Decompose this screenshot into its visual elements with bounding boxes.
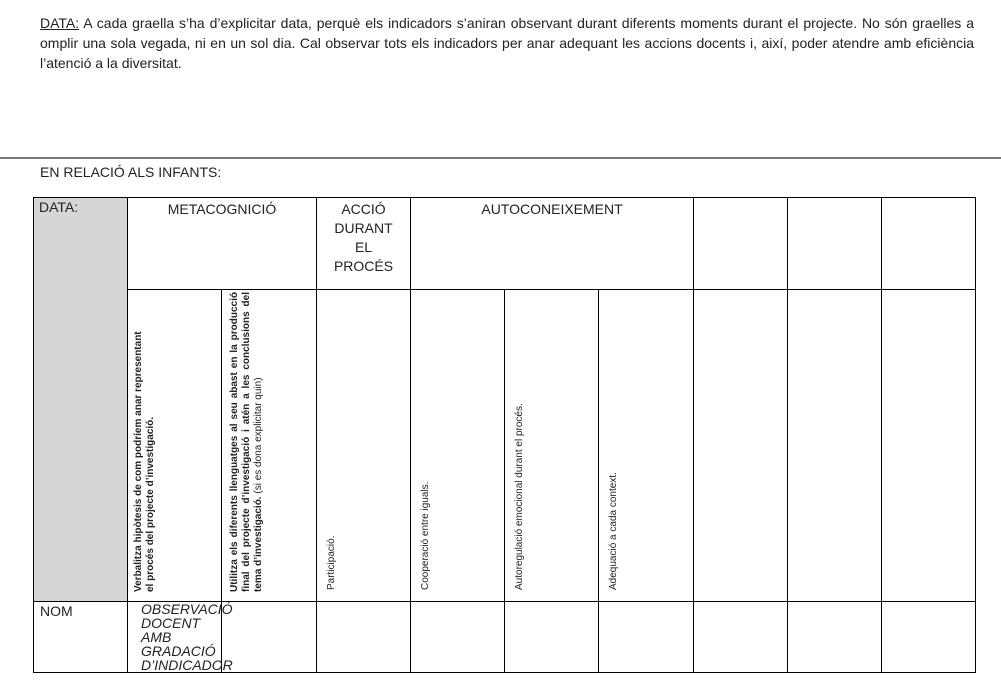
empty-name-cell[interactable] xyxy=(222,602,317,673)
data-label: DATA: xyxy=(39,199,79,215)
header-metacognicio: METACOGNICIÓ xyxy=(128,198,317,290)
empty-name-cell[interactable] xyxy=(788,602,882,673)
indicator-verbalitza: Verbalitza hipòtesis de com podríem anar representant el procés del projecte d’investigació. xyxy=(133,331,156,592)
empty-name-cell[interactable] xyxy=(882,602,976,673)
indicator-participacio: Participació. xyxy=(326,535,338,590)
observacio-note: OBSERVACIÓ DOCENT AMB GRADACIÓ D’INDICADOR xyxy=(128,602,222,673)
observation-grid xyxy=(33,197,976,673)
empty-name-cell[interactable] xyxy=(317,602,411,673)
indicator-cooperacio: Cooperació entre iguals. xyxy=(420,481,432,590)
indicator-verbalitza-cell xyxy=(128,290,222,602)
indicator-utilitza-note: (si es dona explicitar quin) xyxy=(253,377,264,497)
indicator-autoregulacio: Autoregulació emocional durant el procés. xyxy=(514,403,526,590)
empty-header-cell[interactable] xyxy=(694,198,788,290)
indicator-adequacio-cell xyxy=(599,290,694,602)
empty-name-cell[interactable] xyxy=(599,602,694,673)
header-accio: ACCIÓ DURANT EL PROCÉS xyxy=(317,198,411,290)
data-label-cell xyxy=(34,198,128,602)
empty-name-cell[interactable] xyxy=(505,602,599,673)
empty-indicator-cell[interactable] xyxy=(694,290,788,602)
empty-name-cell[interactable] xyxy=(411,602,505,673)
indicator-adequacio: Adequació a cada context. xyxy=(608,472,620,590)
indicator-utilitza-main: Utilitza els diferents llenguatges al seu abast en la producció final del projecte d’investigació i atén a les conclusions del tema d’investigació. xyxy=(229,292,264,592)
divider xyxy=(0,157,1001,159)
intro-label: DATA: xyxy=(40,15,80,31)
empty-indicator-cell[interactable] xyxy=(882,290,976,602)
nom-label: NOM xyxy=(34,602,128,673)
intro-paragraph xyxy=(40,13,974,73)
header-autoconeixement: AUTOCONEIXEMENT xyxy=(411,198,694,290)
indicator-participacio-cell xyxy=(317,290,411,602)
indicator-cooperacio-cell xyxy=(411,290,505,602)
empty-name-cell[interactable] xyxy=(694,602,788,673)
empty-header-cell[interactable] xyxy=(788,198,882,290)
empty-header-cell[interactable] xyxy=(882,198,976,290)
indicator-utilitza xyxy=(229,292,265,592)
section-title: EN RELACIÓ ALS INFANTS: xyxy=(40,164,222,180)
indicator-utilitza-cell xyxy=(222,290,317,602)
empty-indicator-cell[interactable] xyxy=(788,290,882,602)
intro-text: A cada graella s’ha d’explicitar data, perquè els indicadors s’aniran observant durant diferents moments durant el projecte. No són graelles a omplir una sola vegada, ni en un sol dia. Cal observar tots els indicadors per anar adequant les accions docents i, així, poder atendre amb eficiència l’atenció a la diversitat. xyxy=(40,15,974,71)
indicator-autoregulacio-cell xyxy=(505,290,599,602)
